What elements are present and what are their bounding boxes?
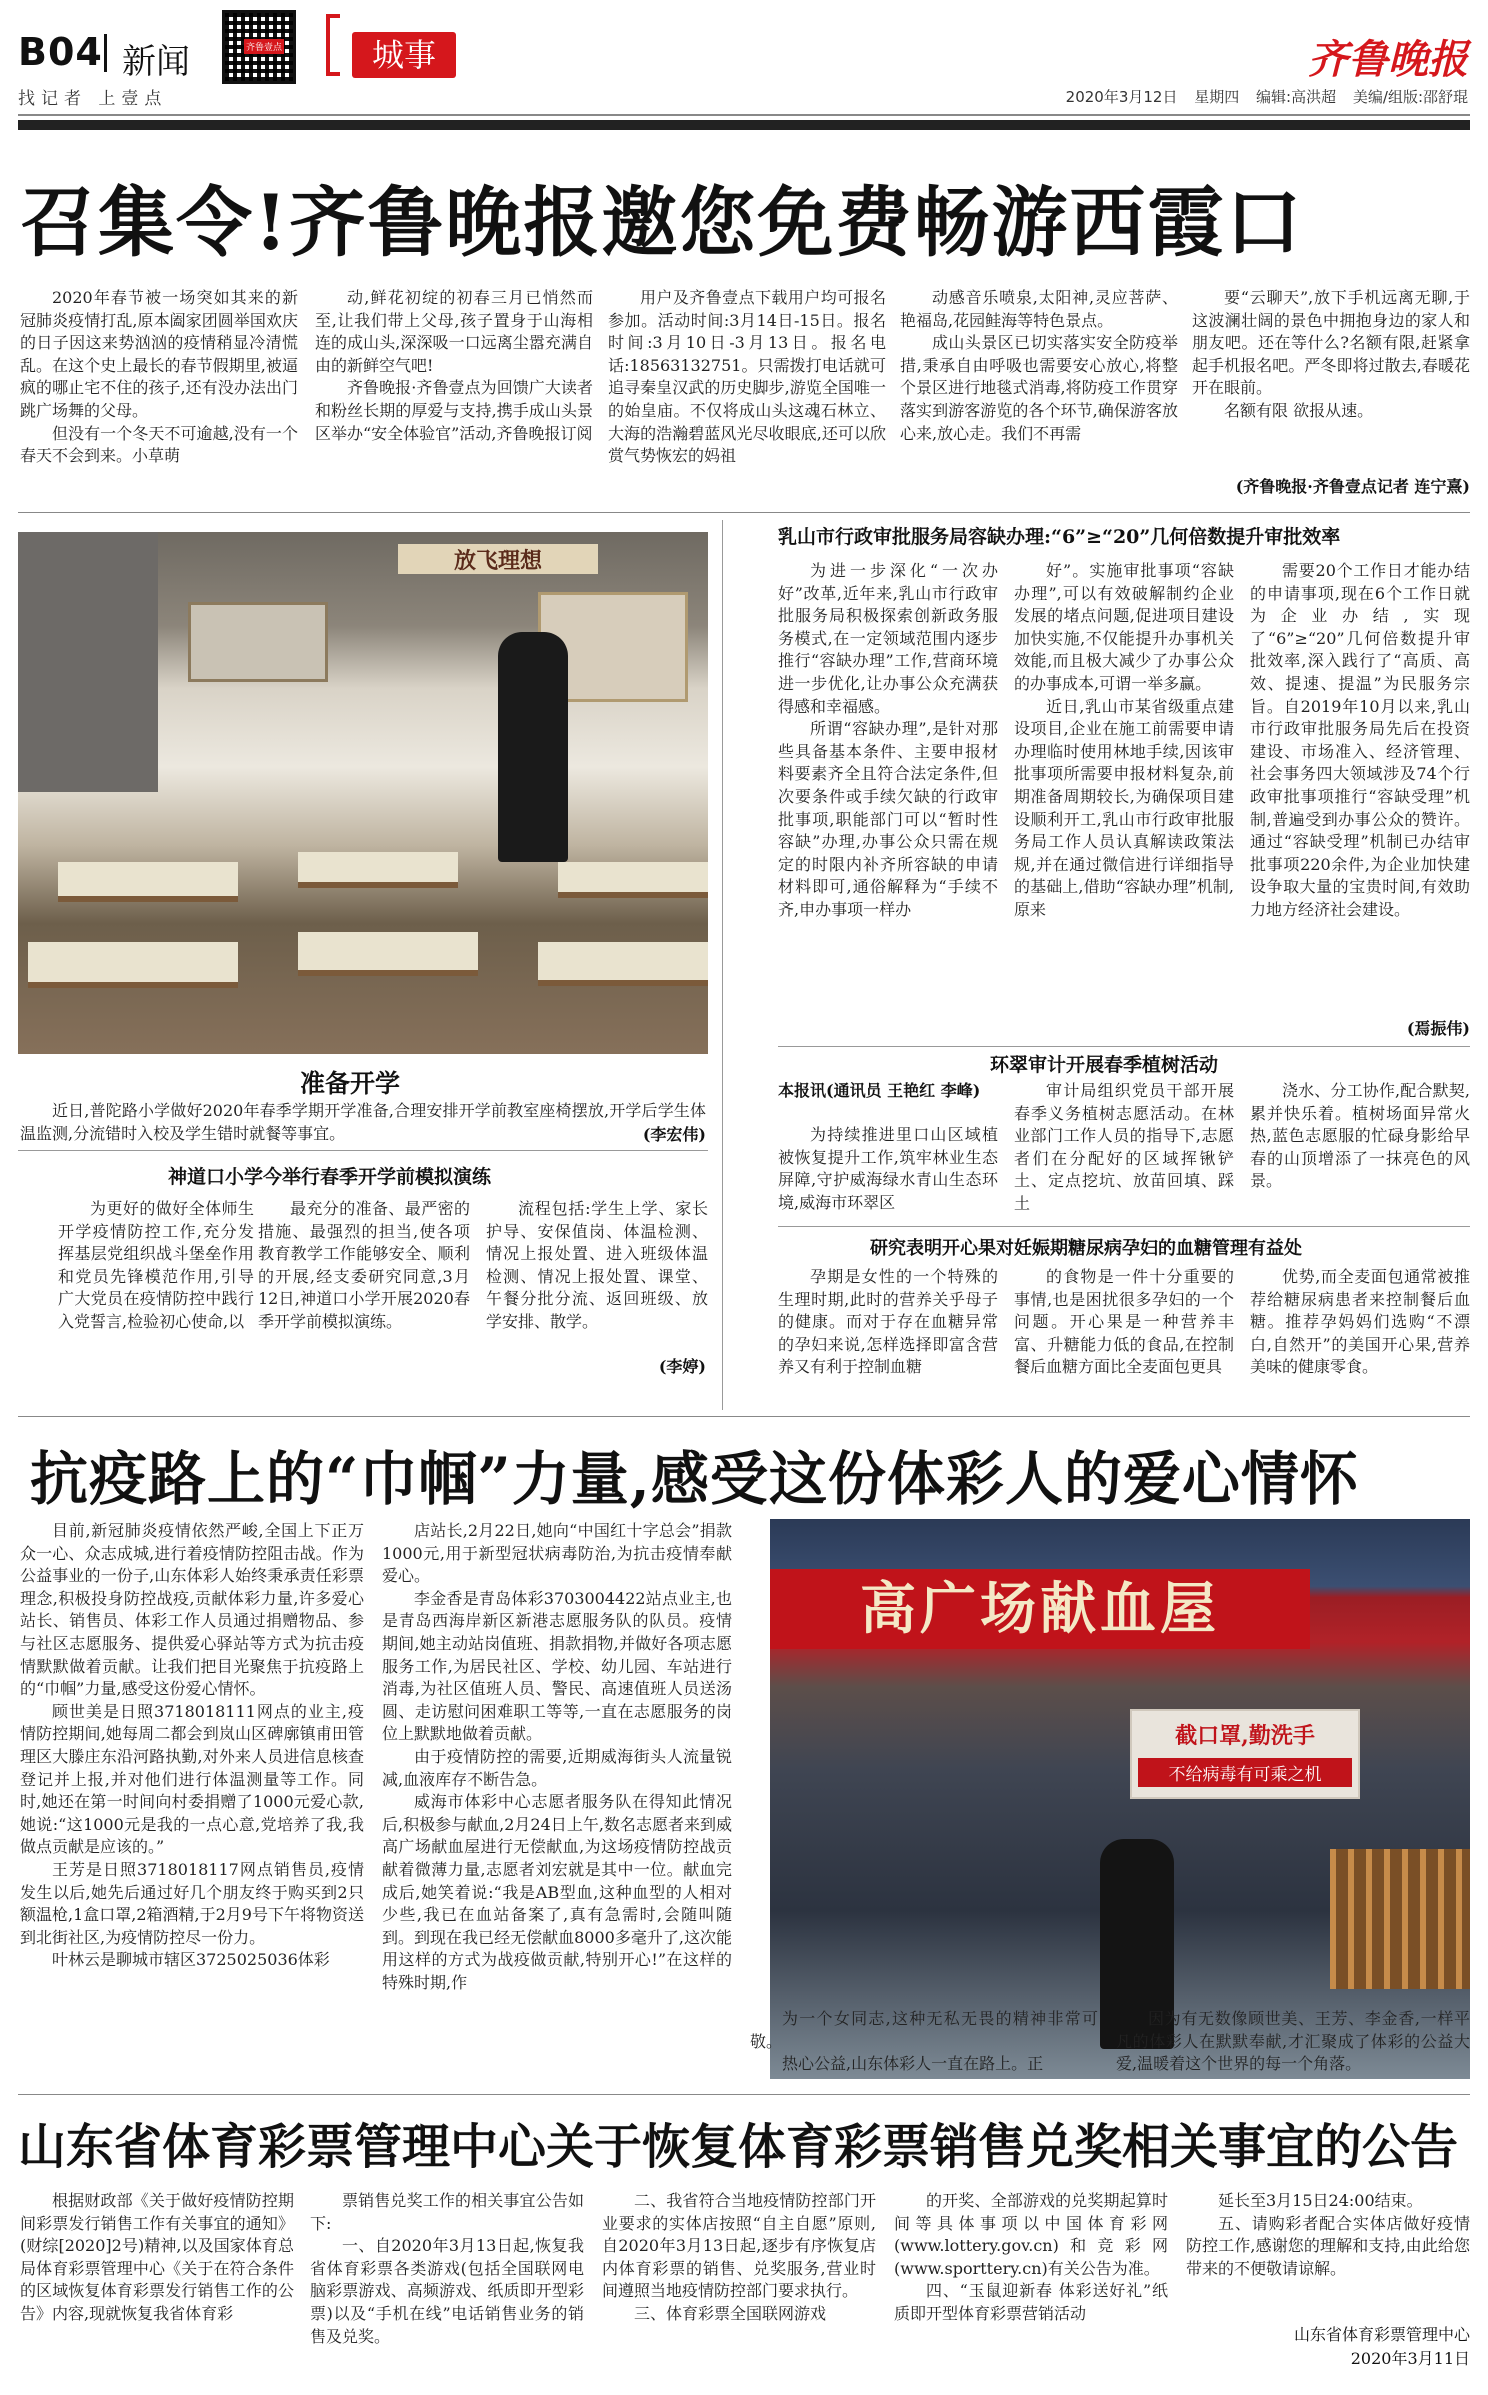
paragraph: 为一个女同志,这种无私无畏的精神非常可敬。 <box>750 2009 1098 2051</box>
article4-title: 神道口小学今举行春季开学前模拟演练 <box>168 1166 492 1188</box>
article2-col-1 <box>778 560 998 1042</box>
paragraph: 优势,而全麦面包通常被推荐给糖尿病患者来控制餐后血糖。推荐孕妈妈们选购“不漂白,自然开”的美国开心果,营养美味的健康零食。 <box>1250 1267 1470 1377</box>
rule-4 <box>18 1416 1470 1417</box>
paragraph: 根据财政部《关于做好疫情防控期间彩票发行销售工作有关事宜的通知》(财综[2020]2号)精神,以及国家体育总局体育彩票管理中心《关于在符合条件的区域恢复体育彩票发行销售工作的公告》内容,现就恢复我省体育彩 <box>20 2191 294 2323</box>
article4-col-3 <box>486 1198 708 1358</box>
article7-col-4 <box>894 2190 1168 2380</box>
desk <box>558 862 708 898</box>
newspaper-logo: 齐鲁晚报 <box>1308 36 1468 83</box>
article4-col-1 <box>58 1198 254 1358</box>
article2-byline: (焉振伟) <box>1406 1019 1470 1038</box>
article3-col-1 <box>778 1124 998 1216</box>
article1-col-4 <box>900 287 1178 497</box>
header-divider <box>104 34 107 72</box>
section-tag: 城事 <box>352 32 456 78</box>
article6-col-3 <box>750 2008 1098 2088</box>
paragraph: 三、体育彩票全国联网游戏 <box>634 2303 827 2323</box>
qr-code-label: 齐鲁壹点 <box>244 39 284 54</box>
paragraph: 为持续推进里口山区域植被恢复提升工作,筑牢林业生态屏障,守护威海绿水青山生态环境,威海市环翠区 <box>778 1125 998 1212</box>
rule-2 <box>778 1046 1470 1047</box>
paragraph: 最充分的准备、最严密的措施、最强烈的担当,使各项教育教学工作能够安全、顺利的开展,经支委研究同意,3月12日,神道口小学开展2020春季开学前模拟演练。 <box>258 1199 470 1331</box>
article3-lead: 本报讯(通讯员 王艳红 李峰) <box>778 1081 981 1100</box>
poster-board <box>1130 1709 1360 1799</box>
article5-col-2 <box>1014 1266 1234 1410</box>
paragraph: 五、请购彩者配合实体店做好疫情防控工作,感谢您的理解和支持,由此给您带来的不便敬请谅解。 <box>1186 2213 1470 2278</box>
poster-text-2: 不给病毒有可乘之机 <box>1138 1758 1352 1787</box>
article7-col-5 <box>1186 2190 1470 2310</box>
paragraph: 顾世美是日照3718018111网点的业主,疫情防控期间,她每周二都会到岚山区碑廓镇甫田管理区大滕庄东沿河路执勤,对外来人员进信息核查登记并上报,并对他们进行体温测量等工作。同时,她还在第一时间向村委捐赠了1000元爱心款,她说:“这1000元是我的一点心意,党培养了我,我做点贡献是应该的。” <box>20 1701 364 1857</box>
donation-house-sign: 高广场献血屋 <box>770 1569 1310 1649</box>
article7-col-1 <box>20 2190 294 2380</box>
desk <box>298 932 478 976</box>
headline-xixiakou: 召集令!齐鲁晚报邀您免费畅游西霞口 <box>20 178 1304 267</box>
article2-col-3 <box>1250 560 1470 1018</box>
paragraph: 成山头景区已切实落实安全防疫举措,秉承自由呼吸也需要安心放心,将整个景区进行地毯式消毒,将防疫工作贯穿落实到游客游览的各个环节,确保游客放心来,放心走。我们不再需 <box>900 333 1178 443</box>
paragraph: 近日,普陀路小学做好2020年春季学期开学准备,合理安排开学前教室座椅摆放,开学后学生体温监测,分流错时入校及学生错时就餐等事宜。 <box>20 1101 706 1143</box>
paragraph: 近日,乳山市某省级重点建设项目,企业在施工前需要申请办理临时使用林地手续,因该审批事项所需要申报材料复杂,前期准备周期较长,为确保项目建设顺利开工,乳山市行政审批服务局工作人员认真解读政策法规,并在通过微信进行详细指导的基础上,借助“容缺办理”机制,原来 <box>1014 696 1234 919</box>
desk <box>28 942 238 988</box>
paragraph: 2020年春节被一场突如其来的新冠肺炎疫情打乱,原本阖家团圆举国欢庆的日子因这来势汹汹的疫情稍显冷清慌乱。在这个史上最长的春节假期里,被逼疯的哪止宅不住的孩子,还有没办法出门跳广场舞的父母。 <box>20 288 298 420</box>
notice-date: 2020年3月11日 <box>1350 2349 1470 2368</box>
paragraph: 票销售兑奖工作的相关事宜公告如下: <box>310 2191 584 2233</box>
article1-col-2 <box>315 287 593 497</box>
paragraph: 审计局组织党员干部开展春季义务植树志愿活动。在林业部门工作人员的指导下,志愿者们在分配好的区域挥锹铲土、定点挖坑、放苗回填、踩土 <box>1014 1081 1234 1213</box>
paragraph: 威海市体彩中心志愿者服务队在得知此情况后,积极参与献血,2月24日上午,数名志愿者来到威高广场献血屋进行无偿献血,为这场疫情防控战贡献着微薄力量,志愿者刘宏就是其中一位。献血完成后,她笑着说:“我是AB型血,这种血型的人相对少些,我已在血站备案了,真有急需时,会随叫随到。到现在我已经无偿献血8000多毫升了,这次能用这样的方式为战疫做贡献,特别开心!”在这样的特殊时期,作 <box>382 1792 732 1992</box>
article1-col-3 <box>608 287 886 497</box>
article5-title: 研究表明开心果对妊娠期糖尿病孕妇的血糖管理有益处 <box>870 1238 1302 1259</box>
paragraph: 孕期是女性的一个特殊的生理时期,此时的营养关乎母子的健康。而对于存在血糖异常的孕妇来说,怎样选择即富含营养又有利于控制血糖 <box>778 1267 998 1377</box>
paragraph: 用户及齐鲁壹点下载用户均可报名参加。活动时间:3月14日-15日。报名时间:3月10日-3月13日。报名电话:18563132751。只需拨打电话就可追寻秦皇汉武的历史脚步,游览全国唯一的始皇庙。不仅将成山头这魂石林立、大海的浩瀚碧蓝风光尽收眼底,还可以欣赏气势恢宏的妈祖 <box>608 288 886 466</box>
article6-col-2 <box>382 1520 732 2090</box>
paragraph: 二、我省符合当地疫情防控部门开业要求的实体店按照“自主自愿”原则,自2020年3月13日起,逐步有序恢复店内体育彩票的销售、兑奖服务,营业时间遵照当地疫情防控部门要求执行。 <box>602 2191 876 2301</box>
article6-col-1 <box>20 1520 364 2090</box>
paragraph: 王芳是日照3718018117网点销售员,疫情发生以后,她先后通过好几个朋友终于购买到2只额温枪,1盒口罩,2箱酒精,于2月9号下午将物资送到北街社区,为疫情防控尽一份力。 <box>20 1859 364 1947</box>
paragraph: 动感音乐喷泉,太阳神,灵应菩萨、艳福岛,花园鲑海等特色景点。 <box>900 288 1178 330</box>
desk <box>298 852 458 888</box>
paragraph: 动,鲜花初绽的初春三月已悄然而至,让我们带上父母,孩子置身于山海相连的成山头,深深吸一口远离尘嚣充满自由的新鲜空气吧! <box>315 288 593 375</box>
photo1-caption-title: 准备开学 <box>300 1069 401 1098</box>
paragraph: 店站长,2月22日,她向“中国红十字总会”捐款1000元,用于新型冠状病毒防治,为抗击疫情奉献爱心。 <box>382 1521 732 1586</box>
poster-text: 截口罩,勤洗手 <box>1175 1723 1315 1749</box>
rule-3 <box>778 1226 1470 1227</box>
wooden-rail <box>1330 1849 1470 1989</box>
header-meta <box>1054 86 1468 107</box>
issue-weekday: 星期四 <box>1194 88 1240 106</box>
paragraph: 四、“玉鼠迎新春 体彩送好礼”纸质即开型体育彩票营销活动 <box>894 2281 1168 2323</box>
photo1-credit: (李宏伟) <box>642 1125 706 1144</box>
classroom-board <box>188 602 328 682</box>
paragraph: 但没有一个冬天不可逾越,没有一个春天不会到来。小草萌 <box>20 423 298 466</box>
column-divider <box>722 520 723 1410</box>
paragraph: 因为有无数像顾世美、王芳、李金香,一样平凡的体彩人在默默奉献,才汇聚成了体彩的公益大爱,温暖着这个世界的每一个角落。 <box>1116 2009 1470 2074</box>
paragraph: 热心公益,山东体彩人一直在路上。正 <box>782 2054 1044 2074</box>
article7-col-2 <box>310 2190 584 2380</box>
article2-title: 乳山市行政审批服务局容缺办理:“6”≥“20”几何倍数提升审批效率 <box>778 526 1341 548</box>
paragraph: 浇水、分工协作,配合默契,累并快乐着。植树场面异常火热,蓝色志愿服的忙碌身影给早春的山顶增添了一抹亮色的风景。 <box>1250 1081 1470 1191</box>
article1-col-5 <box>1192 287 1470 477</box>
classroom-photo <box>18 532 708 1054</box>
article7-col-3 <box>602 2190 876 2380</box>
page-number: B04 <box>18 30 103 74</box>
paragraph: 的开奖、全部游戏的兑奖期起算时间等具体事项以中国体育彩网(www.lottery.gov.cn)和竞彩网(www.sporttery.cn)有关公告为准。 <box>894 2191 1168 2278</box>
header-slogan: 找记者 上壹点 <box>18 89 168 109</box>
paragraph: 由于疫情防控的需要,近期威海街头人流量锐减,血液库存不断告急。 <box>382 1746 732 1789</box>
article3-col-2 <box>1014 1080 1234 1216</box>
paragraph: 目前,新冠肺炎疫情依然严峻,全国上下正万众一心、众志成城,进行着疫情防控阻击战。作为公益事业的一份子,山东体彩人始终秉承责任彩票理念,积极投身防控战疫,贡献体彩力量,许多爱心站长、销售员、体彩工作人员通过捐赠物品、参与社区志愿服务、提供爱心驿站等方式为抗击疫情默默做着贡献。让我们把目光聚焦于抗疫路上的“巾帼”力量,感受这份爱心情怀。 <box>20 1521 364 1699</box>
paragraph: 延长至3月15日24:00结束。 <box>1218 2191 1423 2210</box>
article2-col-2 <box>1014 560 1234 1042</box>
article1-byline: (齐鲁晚报·齐鲁壹点记者 连宁熹) <box>1235 477 1470 496</box>
headline-lottery-notice: 山东省体育彩票管理中心关于恢复体育彩票销售兑奖相关事宜的公告 <box>18 2119 1459 2175</box>
paragraph: 需要20个工作日才能办结的申请事项,现在6个工作日就为企业办结,实现了“6”≥“20”几何倍数提升审批效率,深入践行了“高质、高效、提速、提温”为民服务宗旨。自2019年10月以来,乳山市行政审批服务局先后在投资建设、市场准入、经济管理、社会事务四大领域涉及74个行政审批事项推行“容缺受理”机制,普遍受到办事公众的赞许。通过“容缺受理”机制已办结审批事项220余件,为企业加快建设争取大量的宝贵时间,有效助力地方经济社会建设。 <box>1250 561 1470 919</box>
paragraph: 一、自2020年3月13日起,恢复我省体育彩票各类游戏(包括全国联网电脑彩票游戏、高频游戏、纸质即开型彩票)以及“手机在线”电话销售业务的销售及兑奖。 <box>310 2236 584 2346</box>
article1-col-1 <box>20 287 298 497</box>
paragraph: 叶林云是聊城市辖区3725025036体彩 <box>52 1950 330 1970</box>
designer: 美编/组版:邵舒琨 <box>1352 88 1468 106</box>
article3-title: 环翠审计开展春季植树活动 <box>990 1054 1219 1076</box>
desk <box>538 942 708 986</box>
classroom-door <box>18 532 158 792</box>
paragraph: 名额有限 欲报从速。 <box>1224 400 1374 420</box>
paragraph: 要“云聊天”,放下手机远离无聊,于这波澜壮阔的景色中拥抱身边的家人和朋友吧。还在等什么?名额有限,赶紧拿起手机报名吧。严冬即将过散去,春暖花开在眼前。 <box>1192 288 1470 398</box>
paragraph: 流程包括:学生上学、家长护导、安保值岗、体温检测、情况上报处置、进入班级体温检测、情况上报处置、课堂、午餐分批分流、返回班级、放学安排、散学。 <box>486 1199 708 1331</box>
paragraph: 的食物是一件十分重要的事情,也是困扰很多孕妇的一个问题。开心果是一种营养丰富、升糖能力低的食品,在控制餐后血糖方面比全麦面包更具 <box>1014 1267 1234 1377</box>
notice-issuer: 山东省体育彩票管理中心 <box>1293 2325 1470 2344</box>
rule-photo1 <box>18 1150 708 1151</box>
paragraph: 李金香是青岛体彩3703004422站点业主,也是青岛西海岸新区新港志愿服务队的队员。疫情期间,她主动站岗值班、捐款捐物,并做好各项志愿服务工作,为居民社区、学校、幼儿园、车站进行消毒,为社区值班人员、警民、高速值班人员送汤圆、走访慰问困难职工等等,一直在志愿服务的岗位上默默地做着贡献。 <box>382 1588 732 1744</box>
blood-donation-photo <box>770 1519 1470 2079</box>
tag-bracket <box>326 14 340 76</box>
issue-date: 2020年3月12日 <box>1065 88 1178 106</box>
article5-col-3 <box>1250 1266 1470 1410</box>
article5-col-1 <box>778 1266 998 1410</box>
classroom-banner: 放飞理想 <box>398 544 598 574</box>
header-rule-thick <box>18 120 1470 130</box>
paragraph: 为更好的做好全体师生开学疫情防控工作,充分发挥基层党组织战斗堡垒作用和党员先锋模范作用,引导广大党员在疫情防控中践行入党誓言,检验初心使命,以 <box>58 1199 254 1331</box>
article6-col-4 <box>1116 2008 1470 2088</box>
rule-5 <box>18 2094 1470 2095</box>
headline-tiCai: 抗疫路上的“巾帼”力量,感受这份体彩人的爱心情怀 <box>30 1445 1359 1513</box>
article3-col-3 <box>1250 1080 1470 1216</box>
paragraph: 为进一步深化“一次办好”改革,近年来,乳山市行政审批服务局积极探索创新政务服务模式,在一定领域范围内逐步推行“容缺办理”工作,营商环境进一步优化,让办事公众充满获得感和幸福感。 <box>778 561 998 716</box>
desk <box>58 862 238 902</box>
paragraph: 齐鲁晚报·齐鲁壹点为回馈广大读者和粉丝长期的厚爱与支持,携手成山头景区举办“安全体验官”活动,齐鲁晚报订阅 <box>315 378 593 443</box>
article4-col-2 <box>258 1198 470 1358</box>
article4-byline: (李婷) <box>658 1357 706 1376</box>
disinfecting-worker <box>498 632 568 862</box>
header-rule-thin <box>18 114 1470 116</box>
section-name: 新闻 <box>122 42 190 82</box>
paragraph: 所谓“容缺办理”,是针对那些具备基本条件、主要申报材料要素齐全且符合法定条件,但次要条件或手续欠缺的行政审批事项,职能部门可以“暂时性容缺”办理,办事公众只需在规定的时限内补齐所容缺的申请材料即可,通俗解释为“手续不齐,申办事项一样办 <box>778 719 998 919</box>
rule-1 <box>18 512 1470 513</box>
editor: 编辑:高洪超 <box>1256 88 1337 106</box>
paragraph: 好”。实施审批事项“容缺办理”,可以有效破解制约企业发展的堵点问题,促进项目建设加快实施,不仅能提升办事机关效能,而且极大减少了办事公众的办事成本,可谓一举多赢。 <box>1014 561 1234 693</box>
